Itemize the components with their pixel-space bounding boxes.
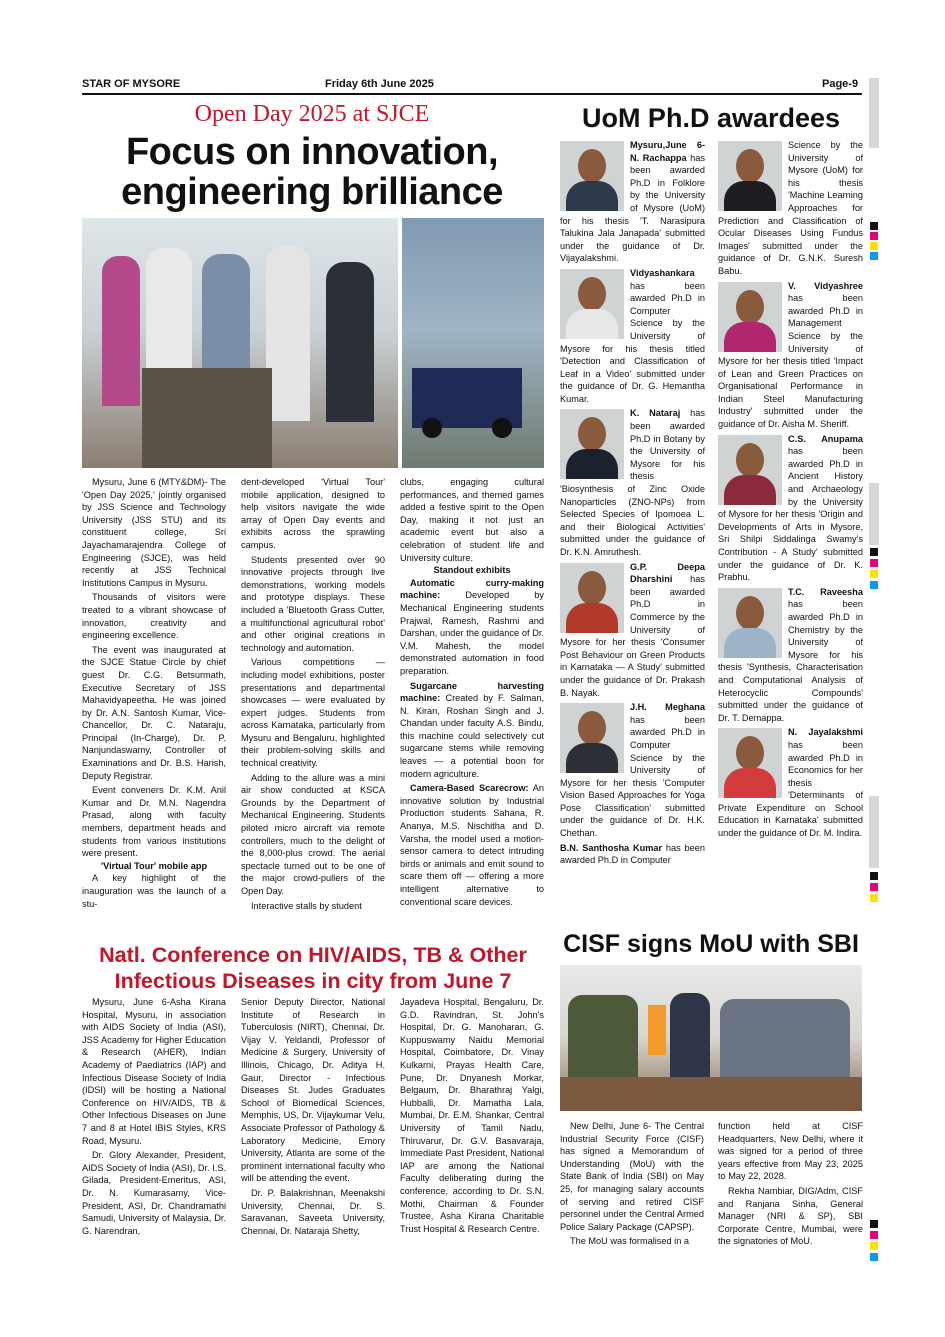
masthead-paper: STAR OF MYSORE (82, 78, 181, 90)
sjce-column-2: dent-developed 'Virtual Tour' mobile application, designed to help visitors navigate the wide array of Open Day events and exhibits across the sprawling campus. Students presented over 90 innovative projects through live demonstrations, working models and prototype displays. These included a 'Bluetooth Grass Cutter, a multifunctional agricultural robot' and other original creations in technology and automation. Various competitions — including model exhibitions, poster presentations and departmental showcases — were evaluated by expert judges. Students from across Karnataka, particularly from Mysuru and Bengaluru, highlighted their problem-solving skills and technical creativity. Adding to the allure was a mini air show conducted at KSCA Grounds by the Department of Mechanical Engineering. Students piloted micro aircraft via remote controllers, much to the delight of the 8,000-plus crowd. The aerial spectacle turned out to be one of the major crowd-pullers of the Open Day. Interactive stalls by student (241, 477, 385, 911)
hiv-column-3: Jayadeva Hospital, Bengaluru, Dr. G.D. Ravindran, St. John's Hospital, Dr. G. Manoharan, G. Kuppuswamy Naidu Memorial Hospital, Coimbatore, Dr. Vinay Kulkarni, Prayas Health Care, Pune, Dr. Dnyanesh Morkar, Belgaum, Dr. Bharathraj Yalgi, Hubballi, Dr. Mamatha Lala, Mumbai, Dr. E.M. Shankar, Central University of Tamil Nadu, Thiruvarur, Dr. G.V. Basavaraja, Immediate Past President, National IAP are among the National Faculty deliberating during the conference, according to Dr. S.N. Mothi, Chairman & Founder Trustee, Asha Kirana Charitable Trust Hospital & Research Centre. (400, 997, 545, 1234)
portrait-rachappa (560, 141, 624, 211)
subhead-virtual-tour: 'Virtual Tour' mobile app (100, 860, 208, 871)
awardee-deepa-dharshini: G.P. Deepa Dharshini has been awarded Ph.D in Commerce by the University of Mysore for her thesis 'Consumer Post Behaviour on Green Products in Karnataka — A Study' submitted under the guidance of Dr. Prakash B. Nayak. (560, 561, 705, 698)
awardee-vidyashankara: Vidyashankara has been awarded Ph.D in Computer Science by the University of Mysore for his thesis titled 'Detection and Classification of Leaf in a Video' submitted under the guidance of Dr. G. Hemantha Kumar. (560, 267, 705, 404)
sjce-machine-photo (402, 218, 544, 468)
cisf-mou-photo (560, 965, 862, 1111)
awardee-vidyashree: V. Vidyashree has been awarded Ph.D in Management Science by the University of Mysore for her thesis titled 'Impact of Lean and Green Practices on Organisational Performance in Indian Steel Manufacturing Industry' submitted under the guidance of Dr. Aisha M. Sheriff. (718, 280, 863, 430)
awardee-santhosha-kumar: B.N. Santhosha Kumar has been awarded Ph.D in Computer (560, 842, 705, 866)
uom-column-right (718, 139, 863, 842)
uom-headline: UoM Ph.D awardees (581, 103, 841, 133)
sjce-group-photo (82, 218, 398, 468)
awardee-meghana: J.H. Meghana has been awarded Ph.D in Computer Science by the University of Mysore for her thesis 'Computer Vision Based Approaches for Yoga Pose Classification' submitted under the guidance of Dr. H.K. Chethan. (560, 702, 705, 839)
awardee-raveesha: T.C. Raveesha has been awarded Ph.D in Chemistry by the University of Mysore for his thesis 'Synthesis, Characterisation and Computational Analysis of Heterocyclic Compounds' submitted under the guidance of Dr. T. Demappa. (718, 586, 863, 723)
awardee-santhosha-kumar-cont: Science by the University of Mysore (UoM) for his thesis 'Machine Learning Approaches for Prediction and Classification of Ocular Diseases Using Fundus Images' submitted under the guidance of Dr. G.N.K. Suresh Babu. (718, 140, 863, 276)
hiv-headline-line2: Infectious Diseases in city from June 7 (114, 969, 512, 993)
sjce-column-3: clubs, engaging cultural performances, and themed games added a festive spirit to the Open Day, making it not just an academic event but also a celebration of student life and University culture. Standout exhibits Automatic curry-making machine: Developed by Mechanical Engineering students Prajwal, Ramesh, Rashmi and Darshan, under the guidance of Dr. V.M. Mahesh, the model demonstrated automation in food preparation. Sugarcane harvesting machine: Created by F. Salman, N. Kiran, Roshan Singh and J. Chandan under faculty A.S. Bindu, this machine could selectively cut sugarcane stems while removing leaves — a potential boon for modern agriculture. Camera-Based Scarecrow: An innovative solution by Industrial Production students Sahana, R. Ananya, M.S. Nischitha and D. Varsha, the model used a motion-sensor camera to detect intruding birds or animals and emit sound to scare them off — offering a more intelligent alternative to conventional scare devices. (400, 477, 544, 907)
cisf-column-1: New Delhi, June 6- The Central Industrial Security Force (CISF) has signed a Memorandum of Understanding (MoU) with the State Bank of India (SBI) on May 25, for managing salary accounts of serving and retired CISF personnel under the Central Armed Police Salary Package (CAPSP). The MoU was formalised in a (560, 1121, 704, 1247)
sjce-column-1: Mysuru, June 6 (MTY&DM)- The 'Open Day 2025,' jointly organised by JSS Science and Technology University (JSS STU) and its constituent college, Sri Jayachamarajendra College of Engineering (SJCE), was held recently at JSS Technical Institutions Campus in Mysuru. Thousands of visitors were treated to a vibrant showcase of innovation, creativity and engineering excellence. The event was inaugurated at the SJCE Statue Circle by chief guest Dr. C.G. Betsurmath, Executive Secretary of JSS Mahavidyapeetha. He was joined by Dr. A.N. Santosh Kumar, Vice-Chancellor, Dr. C. Nataraju, Principal (In-Charge), Dr. P. Nanjundaswamy, Controller of Examinations and Dr. B.S. Harish, Deputy Registrar. Event conveners Dr. K.M. Anil Kumar and Dr. M.N. Nagendra Prasad, along with faculty members, department heads and students from various institutions were present. 'Virtual Tour' mobile app A key highlight of the inauguration was the launch of a stu- (82, 477, 226, 909)
awardee-anupama: C.S. Anupama has been awarded Ph.D in Ancient History and Archaeology by the University of Mysore for her thesis 'Origin and Developments of Arts in Mysore, Sri Shilpi Siddalinga Swamy's Contribution - A Study' submitted under the guidance of Dr. K. Prabhu. (718, 433, 863, 583)
registration-strip (869, 78, 881, 1258)
portrait-anupama (718, 435, 782, 505)
portrait-meghana (560, 703, 624, 773)
portrait-raveesha (718, 588, 782, 658)
header-rule (82, 93, 862, 95)
uom-column-left (560, 139, 705, 869)
cisf-column-2: function held at CISF Headquarters, New Delhi, where it was signed for a period of three years effective from May 23, 2025 to May 22, 2028. Rekha Nambiar, DIG/Adm, CISF and Ranjana Sinha, General Manager (NRI & SP), SBI Corporate Centre, Mumbai, were the signatories of MoU. (718, 1121, 863, 1247)
sjce-headline-line1: Focus on innovation, (125, 131, 499, 173)
hiv-column-2: Senior Deputy Director, National Institute of Research in Tuberculosis (NIRT), Chennai, Dr. Vijay V. Yeldandi, Professor of Medicine & Surgery, University of Illinois, Chicago, Dr. Aditya H. Gaur, Director - Infectious Diseases St. Judes Graduates School of Biomedical Sciences, Memphis, US, Dr. Vijaykumar Velu, Associate Professor of Pathology & Laboratory Medicine, Emory University, Atlanta are some of the prominent international faculty who will be attending the event. Dr. P. Balakrishnan, Meenakshi University, Chennai, Dr. S. Saravanan, Saveeta University, Chennai, Dr. Nataraja Shetty, (241, 997, 386, 1236)
page-number: Page-9 (822, 78, 859, 90)
portrait-nataraj (560, 409, 624, 479)
portrait-vidyashankara (560, 269, 624, 339)
portrait-santhosha-kumar (718, 141, 782, 211)
sjce-kicker: Open Day 2025 at SJCE (194, 101, 430, 127)
masthead-date: Friday 6th June 2025 (325, 78, 434, 90)
portrait-jayalakshmi (718, 728, 782, 798)
hiv-column-1: Mysuru, June 6-Asha Kirana Hospital, Mysuru, in association with AIDS Society of India (ASI), JSS Academy for Higher Education & Research (AHER), Indian Academy of Paediatrics (IAP) and Infectious Disease Society of India (IDSI) will be hosting a National Conference on HIV/AIDS, TB & Other Infectious Diseases on June 7 and 8 at Hotel IBIS Styles, KRS Road, Mysuru. Dr. Glory Alexander, President, AIDS Society of India (ASI), Dr. I.S. Gilada, President-Emeritus, ASI, Dr. N. Kumarasamy, Vice-President, ASI, Dr. Chandramathi Samudi, University of Malaysia, Dr. G. Narendran, (82, 997, 226, 1236)
portrait-vidyashree (718, 282, 782, 352)
awardee-nataraj: K. Nataraj has been awarded Ph.D in Botany by the University of Mysore for his thesis 'Biosynthesis of Zinc Oxide Nanoparticles (ZNO-NPs) from Selected Species of Ipomoea L. and their Biological Activities' submitted under the guidance of Dr. K.N. Amruthesh. (560, 408, 705, 557)
hiv-headline-line1: Natl. Conference on HIV/AIDS, TB & Other (99, 943, 527, 967)
portrait-deepa-dharshini (560, 563, 624, 633)
awardee-jayalakshmi: N. Jayalakshmi has been awarded Ph.D in Economics for her thesis 'Determinants of Private Expenditure on School Education in Karnataka' submitted under the guidance of Dr. M. Indira. (718, 727, 863, 839)
cisf-headline: CISF signs MoU with SBI (563, 930, 859, 958)
awardee-rachappa: Mysuru,June 6- N. Rachappa has been awarded Ph.D in Folklore by the University of Mysore (UoM) for his thesis 'T. Narasipura Talukina Jala Janapada' submitted under the guidance of Dr. Vijayalakshmi. (560, 140, 705, 264)
subhead-standout-exhibits: Standout exhibits (433, 565, 511, 576)
sjce-headline-line2: engineering brilliance (121, 171, 503, 213)
